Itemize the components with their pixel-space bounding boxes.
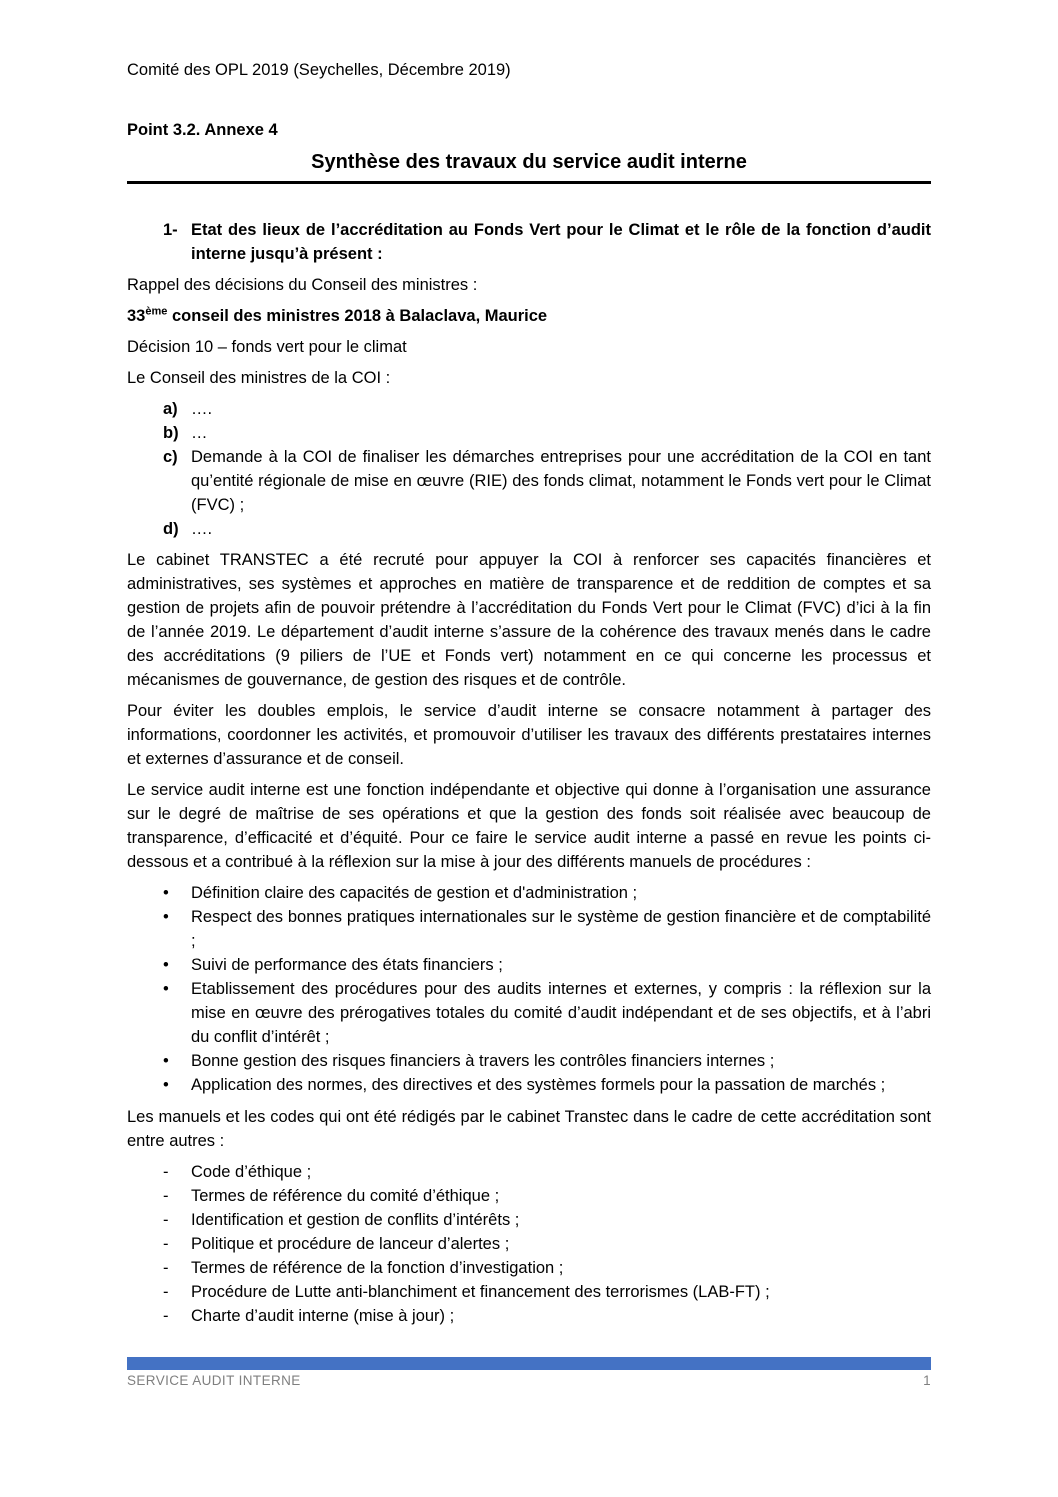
item-label-c: c): [163, 448, 178, 466]
paragraph-doubles-emplois: Pour éviter les doubles emplois, le service d’audit interne se consacre notamment à partager des informations, coordonner les activités, et promouvoir d’utiliser les travaux des différents prestataires internes et externes d’assurance et de conseil.: [127, 702, 931, 768]
section-heading-text: Etat des lieux de l’accréditation au Fonds Vert pour le Climat et le rôle de la fonction d’audit interne jusqu’à présent :: [191, 221, 931, 263]
dash-text: Charte d’audit interne (mise à jour) ;: [191, 1307, 455, 1325]
bullet-item: [127, 905, 931, 953]
bullet-list: [127, 881, 931, 1097]
page-content: [127, 58, 931, 1328]
item-label-d: d): [163, 520, 179, 538]
dash-marker: -: [163, 1211, 169, 1229]
page-number: 1: [923, 1373, 931, 1388]
dash-marker: -: [163, 1235, 169, 1253]
dash-list: [127, 1160, 931, 1328]
dash-item: [127, 1304, 931, 1328]
bullet-item: [127, 953, 931, 977]
section-1-heading: [127, 218, 931, 266]
dash-text: Procédure de Lutte anti-blanchiment et financement des terrorismes (LAB-FT) ;: [191, 1283, 770, 1301]
bullet-item: [127, 977, 931, 1049]
dash-marker: -: [163, 1259, 169, 1277]
dash-item: [127, 1184, 931, 1208]
item-text-d: ….: [191, 520, 213, 538]
lettered-list: [127, 397, 931, 541]
bullet-marker: •: [163, 908, 169, 926]
bullet-text: Suivi de performance des états financiers ;: [191, 956, 503, 974]
annex-label: Point 3.2. Annexe 4: [127, 121, 278, 139]
list-item-c: [127, 445, 931, 517]
dash-marker: -: [163, 1187, 169, 1205]
dash-text: Termes de référence de la fonction d’investigation ;: [191, 1259, 564, 1277]
dash-text: Code d’éthique ;: [191, 1163, 312, 1181]
bullet-marker: •: [163, 1076, 169, 1094]
paragraph-manuels: Les manuels et les codes qui ont été rédigés par le cabinet Transtec dans le cadre de cette accréditation sont entre autres :: [127, 1108, 931, 1150]
bullet-marker: •: [163, 1052, 169, 1070]
item-text-c: Demande à la COI de finaliser les démarches entreprises pour une accréditation de la COI en tant qu’entité régionale de mise en œuvre (RIE) des fonds climat, notamment le Fonds vert pour le Climat (FVC) ;: [191, 448, 931, 514]
paragraph-conseil-2018: [127, 304, 931, 328]
bullet-text: Définition claire des capacités de gestion et d'administration ;: [191, 884, 638, 902]
paragraph-service-audit: Le service audit interne est une fonction indépendante et objective qui donne à l’organisation une assurance sur le degré de maîtrise de ses opérations et que la gestion des fonds soit réalisée avec beaucoup de transparence, d’efficacité et d’équité. Pour ce faire le service audit interne a passé en revue les points ci-dessous et a contribué à la réflexion sur la mise à jour des différents manuels de procédures :: [127, 781, 931, 871]
item-text-b: …: [191, 424, 208, 442]
bullet-marker: •: [163, 980, 169, 998]
item-label-a: a): [163, 400, 178, 418]
page-title: Synthèse des travaux du service audit interne: [127, 149, 931, 184]
section-number: 1-: [163, 221, 178, 239]
bullet-marker: •: [163, 956, 169, 974]
dash-item: [127, 1208, 931, 1232]
dash-item: [127, 1280, 931, 1304]
page-footer: [127, 1373, 931, 1388]
dash-marker: -: [163, 1283, 169, 1301]
doc-header: Comité des OPL 2019 (Seychelles, Décembre 2019): [127, 61, 511, 79]
paragraph-transtec: Le cabinet TRANSTEC a été recruté pour appuyer la COI à renforcer ses capacités financières et administratives, ses systèmes et approches en matière de transparence et de reddition de comptes et sa gestion de projets afin de pouvoir prétendre à l’accréditation du Fonds Vert pour le Climat (FVC) d’ici à la fin de l’année 2019. Le département d’audit interne s’assure de la cohérence des travaux menés dans le cadre des accréditations (9 piliers de l’UE et Fonds vert) notamment en ce qui concerne les processus et mécanismes de gouvernance, de gestion des risques et de contrôle.: [127, 551, 931, 689]
list-item-d: [127, 517, 931, 541]
paragraph-coi-intro: Le Conseil des ministres de la COI :: [127, 369, 391, 387]
dash-item: [127, 1232, 931, 1256]
bullet-marker: •: [163, 884, 169, 902]
paragraph-decision: Décision 10 – fonds vert pour le climat: [127, 338, 407, 356]
bullet-text: Respect des bonnes pratiques internationales sur le système de gestion financière et de comptabilité ;: [191, 908, 931, 950]
bullet-text: Bonne gestion des risques financiers à travers les contrôles financiers internes ;: [191, 1052, 775, 1070]
dash-text: Termes de référence du comité d’éthique ;: [191, 1187, 500, 1205]
item-text-a: ….: [191, 400, 213, 418]
item-label-b: b): [163, 424, 179, 442]
dash-text: Identification et gestion de conflits d’intérêts ;: [191, 1211, 520, 1229]
bullet-text: Application des normes, des directives et des systèmes formels pour la passation de marchés ;: [191, 1076, 886, 1094]
conseil-rest: conseil des ministres 2018 à Balaclava, Maurice: [167, 307, 548, 325]
bullet-item: [127, 1049, 931, 1073]
dash-marker: -: [163, 1307, 169, 1325]
bullet-text: Etablissement des procédures pour des audits internes et externes, y compris : la réflexion sur la mise en œuvre des prérogatives totales du comité d’audit indépendant et de ses objectifs, et à l’abri du conflit d’intérêt ;: [191, 980, 931, 1046]
conseil-prefix: 33: [127, 307, 146, 325]
footer-text: SERVICE AUDIT INTERNE: [127, 1373, 301, 1388]
dash-item: [127, 1256, 931, 1280]
paragraph-rappel: Rappel des décisions du Conseil des ministres :: [127, 276, 478, 294]
conseil-superscript: ème: [145, 305, 168, 318]
dash-text: Politique et procédure de lanceur d’alertes ;: [191, 1235, 510, 1253]
bullet-item: [127, 1073, 931, 1097]
list-item-a: [127, 397, 931, 421]
list-item-b: [127, 421, 931, 445]
dash-marker: -: [163, 1163, 169, 1181]
footer-accent-bar: [127, 1357, 931, 1370]
bullet-item: [127, 881, 931, 905]
dash-item: [127, 1160, 931, 1184]
